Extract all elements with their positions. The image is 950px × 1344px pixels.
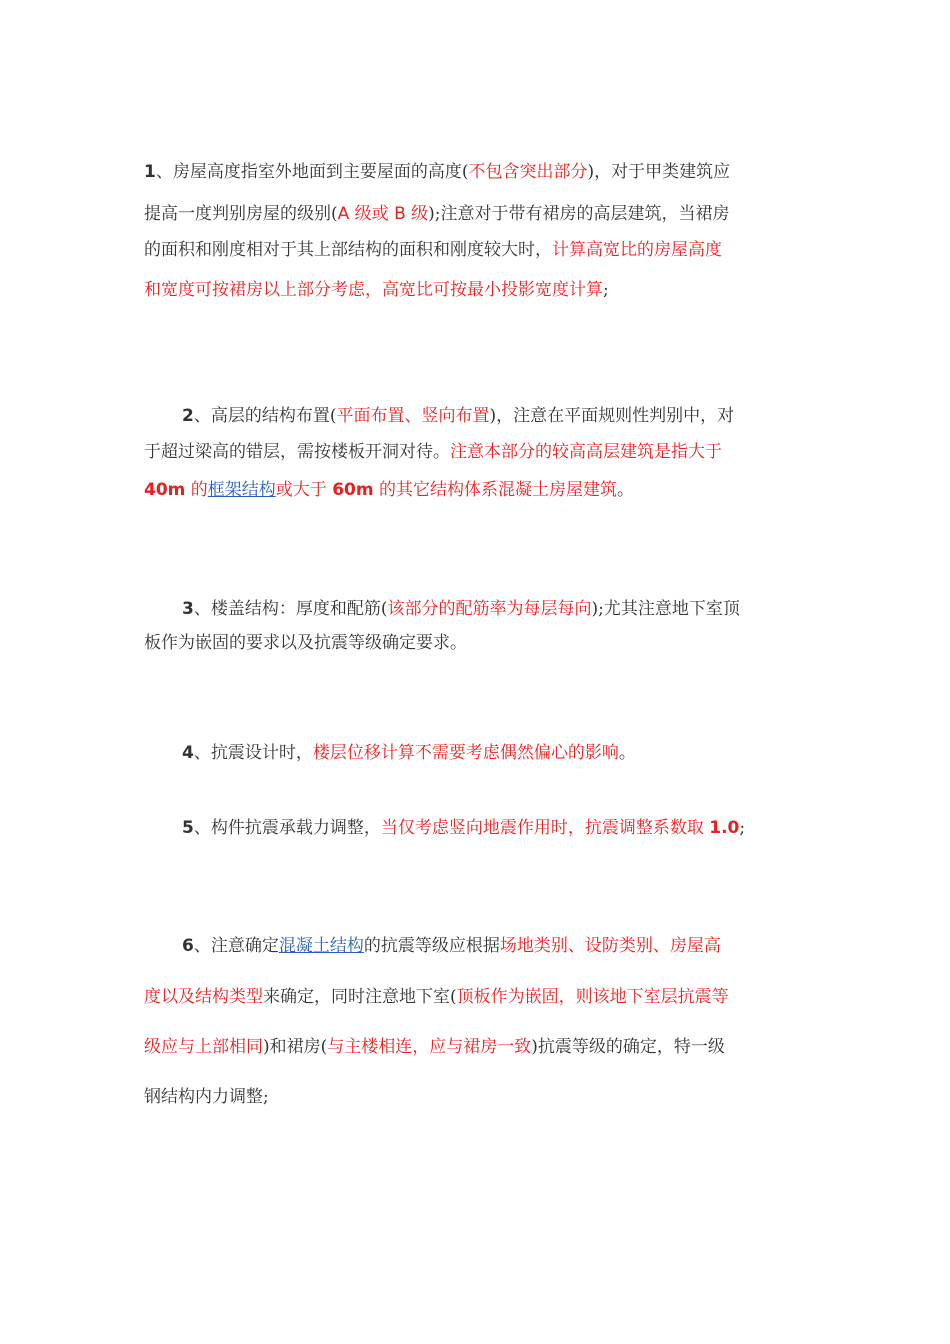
item-number: 1 [144,162,156,182]
paragraph-4 [144,738,808,768]
paragraph-3 [144,594,808,658]
item-number: 3 [182,599,194,619]
p2-line-3: 40m 的框架结构或大于 60m 的其它结构体系混凝土房屋建筑。 [144,480,634,500]
p1-line-2: 提高一度判别房屋的级别(A 级或 B 级);注意对于带有裙房的高层建筑，当裙房 [144,204,730,224]
paragraph-1 [144,157,808,305]
link-concrete-structure[interactable]: 混凝土结构 [278,936,364,956]
p5-line-1: 5、构件抗震承载力调整，当仅考虑竖向地震作用时，抗震调整系数取 1.0; [182,818,746,838]
item-number: 5 [182,818,194,838]
p6-line-1: 6、注意确定混凝土结构的抗震等级应根据场地类别、设防类别、房屋高 [182,936,721,956]
paragraph-6 [144,931,808,1112]
p3-line-1: 3、楼盖结构：厚度和配筋(该部分的配筋率为每层每向);尤其注意地下室顶 [182,599,740,619]
p3-line-2: 板作为嵌固的要求以及抗震等级确定要求。 [144,633,467,653]
p4-line-1: 4、抗震设计时，楼层位移计算不需要考虑偶然偏心的影响。 [182,743,636,763]
p6-line-3: 级应与上部相同)和裙房(与主楼相连，应与裙房一致)抗震等级的确定，特一级 [144,1037,725,1057]
p1-line-4: 和宽度可按裙房以上部分考虑，高宽比可按最小投影宽度计算; [144,280,609,300]
p6-line-2: 度以及结构类型来确定，同时注意地下室(顶板作为嵌固，则该地下室层抗震等 [144,987,729,1007]
item-number: 4 [182,743,194,763]
paragraph-5 [144,813,808,843]
p2-line-2: 于超过梁高的错层，需按楼板开洞对待。注意本部分的较高高层建筑是指大于 [144,442,722,462]
p1-line-1: 1、房屋高度指室外地面到主要屋面的高度(不包含突出部分)，对于甲类建筑应 [144,162,731,182]
p6-line-4: 钢结构内力调整; [144,1087,269,1107]
item-number: 2 [182,406,194,426]
item-number: 6 [182,936,194,956]
link-frame-structure[interactable]: 框架结构 [207,480,276,500]
p2-line-1: 2、高层的结构布置(平面布置、竖向布置)，注意在平面规则性判别中，对 [182,406,735,426]
p1-line-3: 的面积和刚度相对于其上部结构的面积和刚度较大时，计算高宽比的房屋高度 [144,240,722,260]
paragraph-2 [144,401,808,505]
